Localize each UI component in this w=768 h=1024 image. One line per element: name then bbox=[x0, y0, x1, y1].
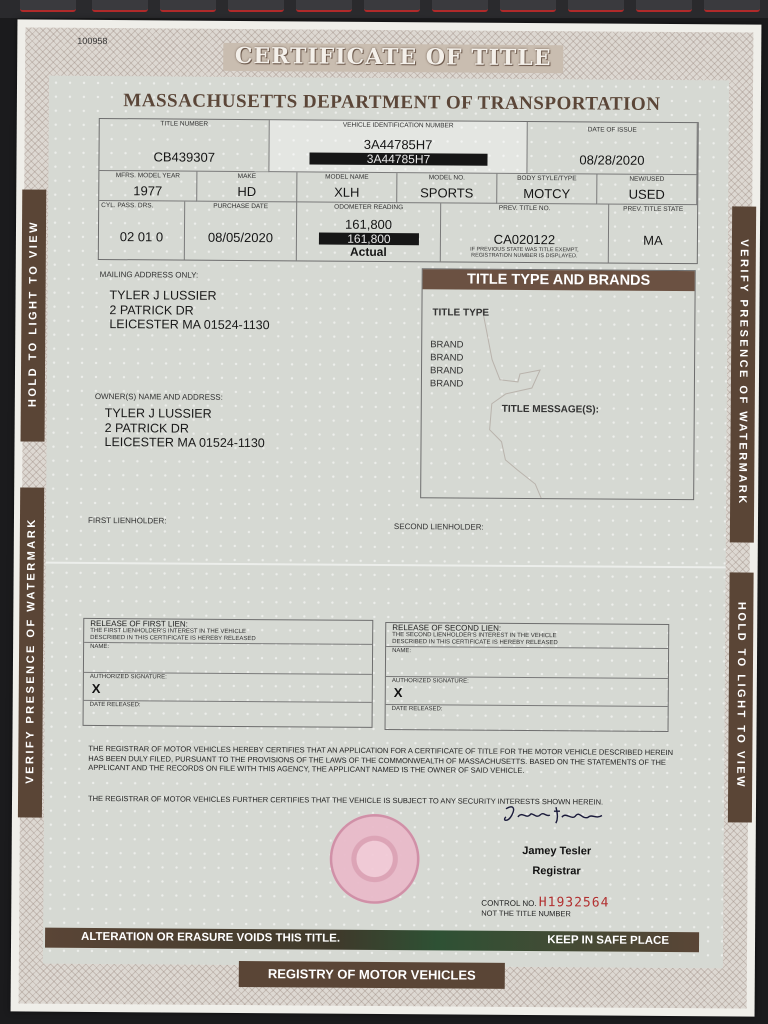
model-no-cell bbox=[397, 173, 497, 204]
signature-x-mark: X bbox=[91, 680, 101, 697]
release-date-label: DATE RELEASED: bbox=[391, 706, 443, 713]
make-value: HD bbox=[237, 183, 257, 200]
model-name-cell bbox=[297, 172, 397, 203]
release-signature-row bbox=[386, 677, 668, 707]
keyboard-key bbox=[636, 0, 692, 12]
new-used-value: USED bbox=[628, 186, 665, 202]
brand-label: BRAND bbox=[430, 339, 464, 351]
title-certificate bbox=[11, 19, 762, 1016]
prev-title-no-value: CA020122 bbox=[493, 231, 556, 248]
certificate-title: CERTIFICATE OF TITLE bbox=[234, 42, 552, 72]
right-side-bar-bottom bbox=[728, 572, 754, 822]
title-number-value: CB439307 bbox=[153, 149, 216, 165]
vin-label: VEHICLE IDENTIFICATION NUMBER bbox=[342, 121, 454, 130]
release-interest-text: THE FIRST LIENHOLDER'S INTEREST IN THE VEHICLE bbox=[90, 627, 247, 636]
body-style-cell bbox=[497, 174, 597, 205]
mailing-city: LEICESTER MA 01524-1130 bbox=[109, 317, 270, 333]
registry-footer: REGISTRY OF MOTOR VEHICLES bbox=[239, 961, 505, 989]
control-number-label: CONTROL NO. bbox=[481, 898, 537, 909]
vehicle-info-grid bbox=[98, 118, 699, 264]
model-no-value: SPORTS bbox=[420, 185, 474, 201]
prev-title-note: REGISTRATION NUMBER IS DISPLAYED. bbox=[471, 252, 578, 260]
release-interest-text: THE SECOND LIENHOLDER'S INTEREST IN THE VEHICLE bbox=[392, 632, 557, 640]
release-header-row bbox=[386, 623, 668, 649]
brand-label: BRAND bbox=[429, 378, 464, 390]
body-style-label: BODY STYLE/TYPE bbox=[517, 174, 577, 183]
signature-x-mark: X bbox=[393, 685, 403, 701]
commonwealth-seal bbox=[329, 814, 420, 905]
title-message-label: TITLE MESSAGE(S): bbox=[501, 403, 600, 416]
vin-value: 3A44785H7 bbox=[363, 136, 433, 153]
model-year-label: MFRS. MODEL YEAR bbox=[115, 172, 181, 180]
make-label: MAKE bbox=[237, 172, 257, 181]
make-cell bbox=[197, 172, 297, 203]
hold-to-light-text: HOLD TO LIGHT TO VIEW bbox=[26, 219, 41, 408]
mailing-address bbox=[109, 288, 270, 333]
right-side-bar-top bbox=[730, 206, 756, 542]
keyboard-key bbox=[92, 0, 148, 12]
cyl-pass-drs-cell bbox=[99, 201, 185, 260]
release-interest-text: DESCRIBED IN THIS CERTIFICATE IS HEREBY RELEASED bbox=[392, 639, 558, 647]
release-interest-text: DESCRIBED IN THIS CERTIFICATE IS HEREBY RELEASED bbox=[90, 634, 256, 643]
release-date-row bbox=[84, 701, 372, 728]
cyl-pass-drs-label: CYL. PASS. DRS. bbox=[101, 202, 154, 210]
keyboard-key bbox=[704, 0, 760, 12]
release-signature-label: AUTHORIZED SIGNATURE: bbox=[391, 678, 469, 685]
odometer-label: ODOMETER READING bbox=[334, 203, 404, 212]
first-lienholder-label: FIRST LIENHOLDER: bbox=[87, 515, 167, 526]
date-issue-value: 08/28/2020 bbox=[579, 152, 645, 168]
title-type-box bbox=[420, 268, 696, 500]
keyboard-key bbox=[296, 0, 352, 12]
certification-paragraph: THE REGISTRAR OF MOTOR VEHICLES HEREBY CERTIFIES THAT AN APPLICATION FOR A CERTIFICATE OF TITLE FOR THE MOTOR VEHICLE DESCRIBED HEREIN HAS BEEN DULY FILED, PURSUANT TO THE PROVISIONS OF THE LAWS OF THE COMMONWEALTH OF MASSACHUSETTS. BASED ON THE STATEMENTS OF THE APPLICANT AND THE RECORDS ON FILE WITH THIS AGENCY, THE APPLICANT NAMED IS THE OWNER OF SAID VEHICLE. bbox=[88, 743, 674, 775]
keyboard-key bbox=[364, 0, 420, 12]
keyboard-key bbox=[228, 0, 284, 12]
prev-title-state-cell bbox=[609, 205, 697, 264]
prev-title-note: IF PREVIOUS STATE WAS TITLE EXEMPT, bbox=[470, 246, 579, 254]
left-side-bar-top bbox=[21, 189, 47, 441]
control-number-value: H1932564 bbox=[538, 895, 610, 911]
prev-title-state-value: MA bbox=[643, 232, 663, 248]
fold-line bbox=[46, 562, 726, 569]
alteration-warning: ALTERATION OR ERASURE VOIDS THIS TITLE. bbox=[81, 930, 341, 945]
verify-watermark-text: VERIFY PRESENCE OF WATERMARK bbox=[24, 517, 38, 784]
brand-label: BRAND bbox=[430, 352, 464, 364]
keyboard-key bbox=[500, 0, 556, 12]
prev-title-state-label: PREV. TITLE STATE bbox=[623, 205, 684, 214]
hold-to-light-text: HOLD TO LIGHT TO VIEW bbox=[734, 601, 748, 790]
body-style-value: MOTCY bbox=[523, 185, 571, 202]
vin-redacted-value: 3A44785H7 bbox=[366, 151, 431, 167]
mailing-address-label: MAILING ADDRESS ONLY: bbox=[99, 269, 199, 280]
odometer-cell bbox=[297, 202, 441, 261]
release-name-row bbox=[386, 647, 668, 679]
new-used-cell bbox=[597, 174, 697, 205]
department-heading: MASSACHUSETTS DEPARTMENT OF TRANSPORTATION bbox=[123, 90, 661, 115]
release-name-label: NAME: bbox=[90, 643, 110, 651]
mailing-street: 2 PATRICK DR bbox=[109, 302, 194, 318]
release-date-label: DATE RELEASED: bbox=[89, 701, 141, 709]
second-lienholder-label: SECOND LIENHOLDER: bbox=[393, 522, 484, 532]
title-type-label: TITLE TYPE bbox=[432, 307, 490, 319]
title-number-cell bbox=[99, 119, 269, 172]
model-name-value: XLH bbox=[334, 184, 360, 200]
purchase-date-cell bbox=[185, 202, 297, 261]
keyboard-strip bbox=[0, 0, 768, 18]
odometer-redacted-value: 161,800 bbox=[347, 231, 391, 247]
keep-safe-note: KEEP IN SAFE PLACE bbox=[547, 934, 670, 947]
brand-label: BRAND bbox=[429, 365, 464, 377]
owner-city: LEICESTER MA 01524-1130 bbox=[104, 435, 265, 451]
release-signature-row bbox=[84, 673, 372, 703]
registrar-title: Registrar bbox=[532, 865, 581, 878]
registrar-signature bbox=[498, 801, 618, 832]
document-number: 100958 bbox=[77, 35, 108, 47]
vin-cell bbox=[269, 120, 527, 174]
release-name-label: NAME: bbox=[392, 648, 412, 655]
registrar-name: Jamey Tesler bbox=[522, 844, 592, 858]
model-name-label: MODEL NAME bbox=[325, 173, 369, 181]
purchase-date-label: PURCHASE DATE bbox=[213, 202, 269, 211]
keyboard-key bbox=[160, 0, 216, 12]
keyboard-key bbox=[432, 0, 488, 12]
model-year-cell bbox=[99, 171, 197, 202]
mailing-name: TYLER J LUSSIER bbox=[109, 288, 217, 303]
prev-title-no-cell bbox=[441, 203, 609, 262]
odometer-status: Actual bbox=[349, 244, 387, 259]
cyl-pass-drs-value: 02 01 0 bbox=[119, 229, 164, 245]
keyboard-key bbox=[568, 0, 624, 12]
release-name-row bbox=[84, 643, 372, 675]
odometer-redaction-bar bbox=[319, 233, 419, 246]
date-issue-label: DATE OF ISSUE bbox=[587, 126, 637, 134]
release-second-title: RELEASE OF SECOND LIEN: bbox=[392, 623, 502, 633]
left-side-bar-bottom bbox=[18, 487, 44, 817]
title-type-header: TITLE TYPE AND BRANDS bbox=[423, 269, 695, 291]
security-interest-paragraph: THE REGISTRAR OF MOTOR VEHICLES FURTHER CERTIFIES THAT THE VEHICLE IS SUBJECT TO ANY SECURITY INTERESTS SHOWN HEREIN. bbox=[88, 793, 604, 807]
model-year-value: 1977 bbox=[133, 183, 163, 199]
prev-title-no-label: PREV. TITLE NO. bbox=[498, 204, 551, 213]
owner-address bbox=[104, 406, 265, 451]
title-number-label: TITLE NUMBER bbox=[160, 120, 209, 128]
purchase-date-value: 08/05/2020 bbox=[207, 229, 274, 246]
release-first-lien-box bbox=[83, 618, 374, 728]
release-second-lien-box bbox=[385, 622, 670, 732]
release-header-row bbox=[84, 619, 372, 645]
release-signature-label: AUTHORIZED SIGNATURE: bbox=[89, 673, 167, 681]
odometer-value: 161,800 bbox=[344, 216, 393, 233]
release-date-row bbox=[386, 705, 668, 732]
owner-address-label: OWNER(S) NAME AND ADDRESS: bbox=[94, 391, 223, 402]
vin-redaction-bar bbox=[309, 152, 487, 165]
owner-name: TYLER J LUSSIER bbox=[104, 406, 212, 421]
owner-street: 2 PATRICK DR bbox=[104, 420, 189, 436]
release-first-title: RELEASE OF FIRST LIEN: bbox=[90, 618, 188, 629]
new-used-label: NEW/USED bbox=[629, 175, 665, 183]
model-no-label: MODEL NO. bbox=[428, 174, 466, 182]
verify-watermark-text: VERIFY PRESENCE OF WATERMARK bbox=[736, 239, 750, 506]
not-title-number-note: NOT THE TITLE NUMBER bbox=[481, 908, 571, 919]
keyboard-key bbox=[20, 0, 76, 12]
date-issue-cell bbox=[527, 122, 697, 175]
